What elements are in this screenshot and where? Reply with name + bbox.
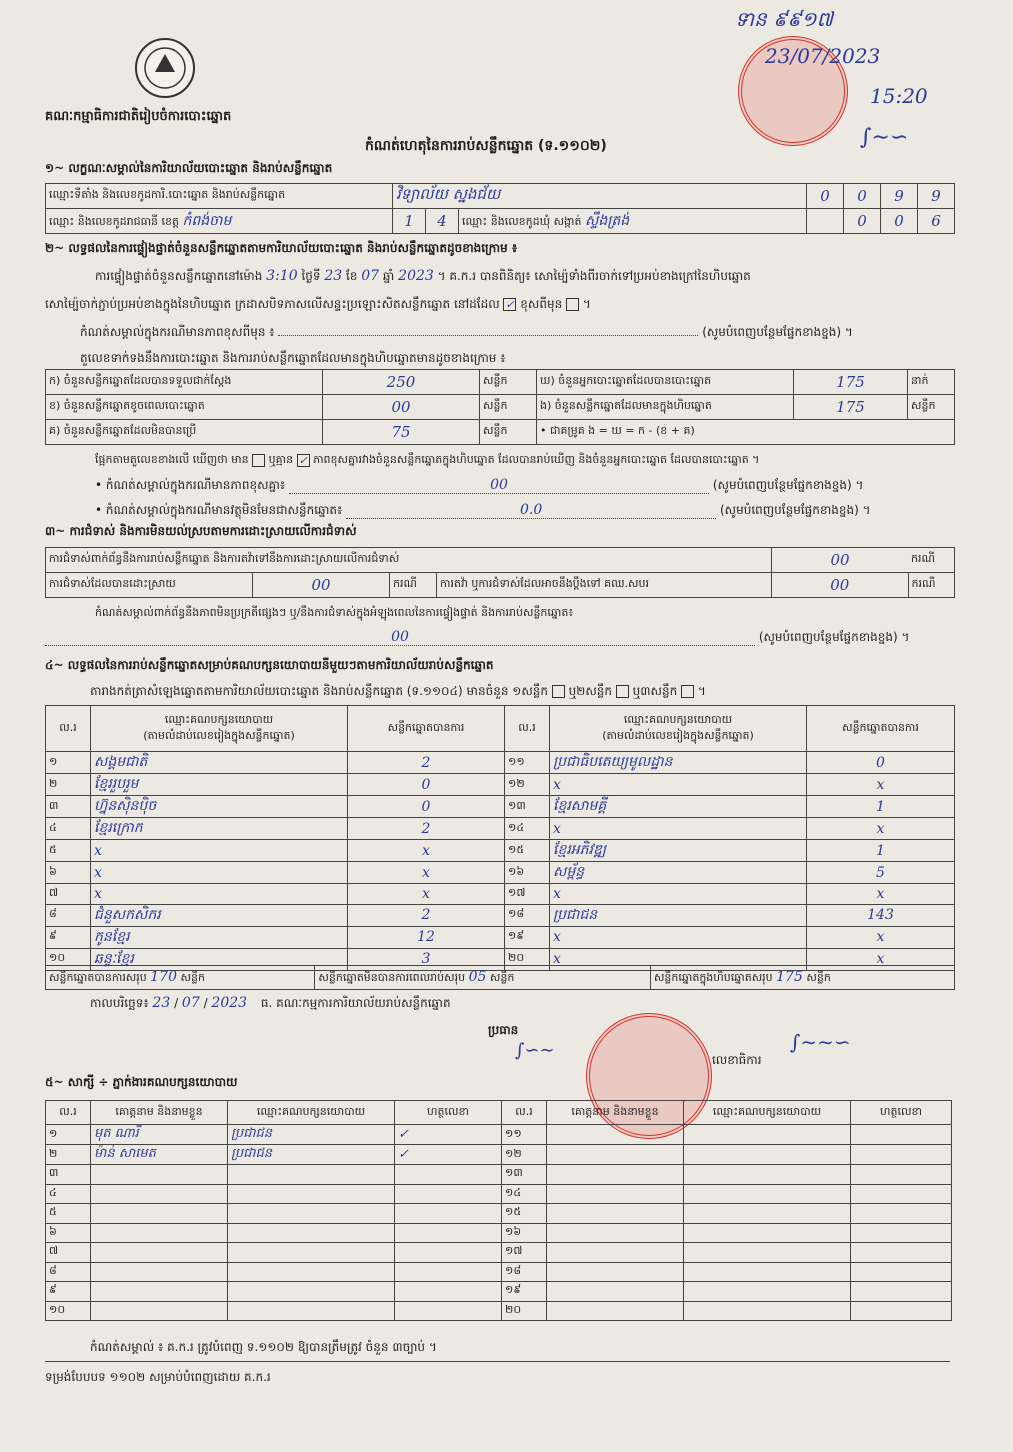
total-valid: សន្លឹកឆ្នោតបានការសរុប 170 សន្លឹក	[46, 966, 315, 990]
section4-intro: តារាងកត់ត្រាសំឡេងឆ្នោតតាមការិយាល័យបោះឆ្នោត និងរាប់សន្លឹកឆ្នោត (ទ.១១០៤) មានចំនួន ១សន្លឹក ឬ២សន្លឹក ឬ៣សន្លឹក ។	[90, 684, 706, 698]
witness-party	[684, 1165, 851, 1185]
witness-party	[228, 1204, 395, 1224]
row2-spacer	[807, 209, 844, 234]
result-no: ១	[46, 752, 91, 774]
section3-note-line: 00 (សូមបំពេញបន្ថែមផ្នែកខាងខ្នង) ។	[45, 629, 950, 647]
row2b-label: ឈ្មោះ និងលេខកូដឃុំ សង្កាត់ ស្ទឹងត្រង់	[459, 209, 807, 234]
objections-table	[45, 547, 955, 598]
footer-note: កំណត់សម្គាល់ ៖ គ.ក.រ ត្រូវបំពេញ ទ.១១០២ ឱ្យបានត្រឹមត្រូវ ចំនួន ៣ច្បាប់ ។	[90, 1340, 437, 1354]
witness-party: ប្រជាជន	[228, 1145, 395, 1165]
witness-name	[91, 1184, 228, 1204]
formula: • ជាគម្រូគ ង = ឃ = ក - (ខ + គ)	[537, 420, 955, 445]
result-party: ខ្មែរក្រោក	[91, 818, 348, 840]
resolved-unit: ករណី	[390, 573, 437, 598]
row-b-value: 00	[323, 395, 480, 420]
witness-party	[228, 1282, 395, 1302]
result-no: ១២	[505, 774, 550, 796]
witness-row	[46, 1204, 952, 1224]
w-col-sign-2: ហត្ថលេខា	[851, 1101, 952, 1125]
witness-row	[46, 1301, 952, 1321]
result-party: ខ្មែរអភិវឌ្ឍ	[550, 840, 807, 862]
row-d-label: ឃ) ចំនួនអ្នកបោះឆ្នោតដែលបានបោះឆ្នោត	[537, 370, 794, 395]
row1-code-0: 0	[807, 184, 844, 209]
appeal-unit: ករណី	[908, 573, 955, 598]
result-party: កូនខ្មែរ	[91, 926, 348, 948]
row1-code-2: 9	[881, 184, 918, 209]
result-votes: 2	[348, 904, 505, 926]
footer-form-ref: ទម្រង់បែបបទ ១១០២ សម្រាប់បំពេញដោយ គ.ក.រ	[45, 1370, 271, 1384]
row2b-code-1: 0	[881, 209, 918, 234]
date-line: កាលបរិច្ឆេទ៖ 23 / 07 / 2023 ធ. គណៈកម្មការការិយាល័យរាប់សន្លឹកឆ្នោត	[90, 995, 451, 1011]
row1-label: ឈ្មោះទីតាំង និងលេខកូដការិ.បោះឆ្នោត និងរាប់សន្លឹកឆ្នោត	[46, 184, 393, 209]
result-votes: x	[348, 840, 505, 862]
witness-no: ១២	[502, 1145, 547, 1165]
witness-party	[228, 1165, 395, 1185]
section4-title: ៤~ លទ្ធផលនៃការរាប់សន្លឹកឆ្នោតសម្រាប់គណបក្សនយោបាយនីមួយៗតាមការិយាល័យរាប់សន្លឹកឆ្នោត	[45, 658, 494, 672]
witness-sign	[851, 1301, 952, 1321]
bullet-1: • កំណត់សម្គាល់ក្នុងករណីមានភាពខុសគ្នា៖ 00 (សូមបំពេញបន្ថែមផ្នែកខាងខ្នង) ។	[95, 477, 864, 493]
emblem-logo	[135, 38, 195, 98]
result-party: x	[550, 774, 807, 796]
appeal-value: 00	[772, 573, 909, 598]
objection-label: ការជំទាស់ពាក់ព័ន្ធនឹងការរាប់សន្លឹកឆ្នោត និងការតវ៉ាទៅនឹងការដោះស្រាយលើការជំទាស់	[46, 548, 772, 573]
row-c-value: 75	[323, 420, 480, 445]
result-row	[46, 926, 955, 948]
result-row	[46, 904, 955, 926]
result-no: ១១	[505, 752, 550, 774]
witness-party	[228, 1184, 395, 1204]
row-a-value: 250	[323, 370, 480, 395]
witness-name	[547, 1282, 684, 1302]
result-party: ប្រជាធិបតេយ្យមូលដ្ឋាន	[550, 752, 807, 774]
witness-party	[684, 1184, 851, 1204]
witness-sign	[851, 1145, 952, 1165]
result-no: ១៥	[505, 840, 550, 862]
witness-sign	[851, 1125, 952, 1145]
result-no: ៦	[46, 862, 91, 884]
witness-sign: ✓	[395, 1125, 502, 1145]
w-col-name-2: គោត្តនាម និងនាមខ្លួន	[547, 1101, 684, 1125]
result-votes: 1	[807, 796, 955, 818]
objection-value: 00	[772, 548, 909, 573]
two-sheet-checkbox[interactable]	[616, 685, 629, 698]
one-sheet-checkbox[interactable]	[552, 685, 565, 698]
row-c-label: គ) ចំនួនសន្លឹកឆ្នោតដែលមិនបានប្រើ	[46, 420, 323, 445]
witness-sign	[851, 1184, 952, 1204]
witness-no: ១៧	[502, 1243, 547, 1263]
result-party: x	[91, 840, 348, 862]
witness-sign	[851, 1204, 952, 1224]
witness-no: ១០	[46, 1301, 91, 1321]
w-col-sign: ហត្ថលេខា	[395, 1101, 502, 1125]
no-diff-checkbox[interactable]: ✓	[298, 453, 308, 467]
result-party: x	[550, 818, 807, 840]
result-party: ខ្មែរសាមគ្គី	[550, 796, 807, 818]
witness-no: ១១	[502, 1125, 547, 1145]
witness-no: ៨	[46, 1262, 91, 1282]
witness-party	[228, 1243, 395, 1263]
witness-name	[91, 1282, 228, 1302]
result-votes: x	[348, 884, 505, 905]
row-b-unit: សន្លឹក	[480, 395, 537, 420]
result-votes: 0	[807, 752, 955, 774]
witness-sign	[851, 1262, 952, 1282]
witness-name	[547, 1125, 684, 1145]
form-title: កំណត់ហេតុនៃការរាប់សន្លឹកឆ្នោត (ទ.១១០២)	[365, 138, 607, 154]
totals-table	[45, 965, 955, 990]
witness-name	[547, 1165, 684, 1185]
witness-sign	[395, 1282, 502, 1302]
row-e-label: ង) ចំនួនសន្លឹកឆ្នោតដែលមានក្នុងហិបឆ្នោត	[537, 395, 794, 420]
intro-line: តួលេខទាក់ទងនឹងការបោះឆ្នោត និងការរាប់សន្លឹកឆ្នោតដែលមានក្នុងហិបឆ្នោតមានដូចខាងក្រោម ៖	[80, 351, 506, 365]
witness-name	[91, 1243, 228, 1263]
result-votes: 2	[348, 818, 505, 840]
note-line: កំណត់សម្គាល់ក្នុងករណីមានភាពខុសពីមុន ៖ (សូមបំពេញបន្ថែមផ្នែកខាងខ្នង) ។	[80, 325, 853, 339]
witness-sign	[395, 1243, 502, 1263]
witness-no: ១៨	[502, 1262, 547, 1282]
witness-party: ប្រជាជន	[228, 1125, 395, 1145]
row2-code-1: 4	[426, 209, 459, 234]
result-no: ១៣	[505, 796, 550, 818]
result-no: ៨	[46, 904, 91, 926]
result-no: ៥	[46, 840, 91, 862]
total-box: សន្លឹកឆ្នោតក្នុងហិបឆ្នោតសរុប 175 សន្លឹក	[650, 966, 954, 990]
witness-sign: ✓	[395, 1145, 502, 1165]
section3-note: កំណត់សម្គាល់ពាក់ព័ន្ធនឹងភាពមិនប្រក្រតីផ្សេងៗ ឬ/នឹងការជំទាស់ក្នុងអំឡុងពេលនៃការផ្ទៀងផ្ទាត់ និងការរាប់សន្លឹកឆ្នោត៖	[95, 606, 574, 619]
resolved-value: 00	[253, 573, 390, 598]
stamp-date: 23/07/2023	[765, 44, 881, 68]
w-col-party-2: ឈ្មោះគណបក្សនយោបាយ	[684, 1101, 851, 1125]
compare-line: ផ្អែកតាមតួលេខខាងលើ ឃើញថា មាន ឬគ្មាន ✓ ភាពខុសគ្នារវាងចំនួនសន្លឹកឆ្នោតក្នុងហិបឆ្នោត ដែលបានរាប់ឃើញ និងចំនួនអ្នកបោះឆ្នោត ដែលបានបោះឆ្នោត ។	[95, 453, 760, 467]
result-votes: x	[807, 926, 955, 948]
different-checkbox[interactable]	[566, 298, 579, 311]
handwritten-number: ទាន ៩៩១៧	[735, 7, 833, 31]
witness-sign	[395, 1184, 502, 1204]
witness-row	[46, 1223, 952, 1243]
witness-name	[547, 1145, 684, 1165]
result-row	[46, 862, 955, 884]
row2b-code-2: 6	[918, 209, 955, 234]
witness-no: ៥	[46, 1204, 91, 1224]
row2-label: ឈ្មោះ និងលេខកូដរាជធានី ខេត្ត កំពង់ចាម	[46, 209, 393, 234]
witness-row	[46, 1184, 952, 1204]
chair-label: ប្រធាន	[488, 1023, 519, 1037]
verify-line-2: សោម្ប៉ៃចាក់ភ្ជាប់ប្រអប់ខាងក្នុងនៃហិបឆ្នោត ក្រដាសបិទភាសលើសន្ទះប្រឡោះសិតសន្លឹកឆ្នោត នៅដដែល ✓ ខុសពីមុន ។	[45, 297, 591, 311]
result-votes: x	[807, 774, 955, 796]
result-party: ហ្វ៊ុនស៊ិនប៉ិច	[91, 796, 348, 818]
row2b-code-0: 0	[844, 209, 881, 234]
col-no-2: ល.រ	[505, 706, 550, 752]
witness-party	[228, 1223, 395, 1243]
result-votes: 1	[807, 840, 955, 862]
result-votes: 3	[348, 948, 505, 970]
section2-title: ២~ លទ្ធផលនៃការផ្ទៀងផ្ទាត់ចំនួនសន្លឹកឆ្នោតតាមការិយាល័យបោះឆ្នោត និងរាប់សន្លឹកឆ្នោតដូចខាងក្រោម ៖	[45, 241, 518, 255]
result-party: សម្ព័ន្ធ	[550, 862, 807, 884]
result-no: ៤	[46, 818, 91, 840]
row1-code-3: 9	[918, 184, 955, 209]
col-votes-2: សន្លឹកឆ្នោតបានការ	[807, 706, 955, 752]
witness-name	[91, 1204, 228, 1224]
witness-name	[547, 1262, 684, 1282]
row-d-unit: នាក់	[908, 370, 955, 395]
total-invalid: សន្លឹកឆ្នោតមិនបានការពេលរាប់សរុប 05 សន្លឹក	[315, 966, 651, 990]
result-votes: 143	[807, 904, 955, 926]
row-d-value: 175	[794, 370, 908, 395]
witness-sign	[395, 1262, 502, 1282]
results-table	[45, 705, 955, 971]
witness-name	[547, 1243, 684, 1263]
result-no: ២០	[505, 948, 550, 970]
result-row	[46, 752, 955, 774]
witness-name	[91, 1223, 228, 1243]
result-no: ១០	[46, 948, 91, 970]
witness-sign	[851, 1223, 952, 1243]
result-party: x	[91, 862, 348, 884]
stamp-signature: ∫∼∽	[860, 125, 909, 150]
witness-name	[547, 1301, 684, 1321]
row-a-unit: សន្លឹក	[480, 370, 537, 395]
w-col-name: គោត្តនាម និងនាមខ្លួន	[91, 1101, 228, 1125]
section1-table	[45, 183, 955, 234]
witness-no: ៤	[46, 1184, 91, 1204]
witness-no: ៩	[46, 1282, 91, 1302]
result-no: ៩	[46, 926, 91, 948]
witness-name	[91, 1262, 228, 1282]
witness-no: ៧	[46, 1243, 91, 1263]
section1-title: ១~ លក្ខណៈសម្គាល់នៃការិយាល័យបោះឆ្នោត និងរាប់សន្លឹកឆ្នោត	[45, 161, 333, 175]
stamp-time: 15:20	[870, 84, 928, 108]
col-party: ឈ្មោះគណបក្សនយោបាយ (តាមលំដាប់លេខរៀងក្នុងសន្លឹកឆ្នោត)	[91, 706, 348, 752]
section5-title: ៥~ សាក្សី ÷ ភ្នាក់ងារគណបក្សនយោបាយ	[45, 1075, 238, 1089]
witness-no: ១៣	[502, 1165, 547, 1185]
row1-code-1: 0	[844, 184, 881, 209]
objection-unit: ករណី	[908, 548, 955, 573]
org-name: គណៈកម្មាធិការជាតិរៀបចំការបោះឆ្នោត	[45, 109, 232, 124]
witness-sign	[851, 1243, 952, 1263]
result-party: x	[91, 884, 348, 905]
result-no: ៧	[46, 884, 91, 905]
row-c-unit: សន្លឹក	[480, 420, 537, 445]
col-no: ល.រ	[46, 706, 91, 752]
witness-no: ៣	[46, 1165, 91, 1185]
witness-sign	[395, 1165, 502, 1185]
result-no: ១៤	[505, 818, 550, 840]
witness-row	[46, 1282, 952, 1302]
has-diff-checkbox[interactable]	[252, 454, 265, 467]
witness-party	[684, 1282, 851, 1302]
result-party: x	[550, 948, 807, 970]
witness-party	[684, 1145, 851, 1165]
w-col-no-2: ល.រ	[502, 1101, 547, 1125]
secretary-signature: ∫∼∼∽	[790, 1030, 851, 1054]
result-votes: 2	[348, 752, 505, 774]
witness-party	[684, 1125, 851, 1145]
w-col-party: ឈ្មោះគណបក្សនយោបាយ	[228, 1101, 395, 1125]
witness-no: ២០	[502, 1301, 547, 1321]
three-sheet-checkbox[interactable]	[681, 685, 694, 698]
footer-divider	[45, 1361, 950, 1362]
result-no: ១៨	[505, 904, 550, 926]
result-votes: x	[807, 818, 955, 840]
result-row	[46, 884, 955, 905]
result-row	[46, 818, 955, 840]
row-e-value: 175	[794, 395, 908, 420]
result-party: សង្គមជាតិ	[91, 752, 348, 774]
w-col-no: ល.រ	[46, 1101, 91, 1125]
witness-name: មុត ណារី	[91, 1125, 228, 1145]
result-party: ជំនួសកសិករ	[91, 904, 348, 926]
result-no: ១៧	[505, 884, 550, 905]
witness-row	[46, 1243, 952, 1263]
witness-row	[46, 1165, 952, 1185]
result-row	[46, 840, 955, 862]
result-no: ២	[46, 774, 91, 796]
section3-title: ៣~ ការជំទាស់ និងការមិនយល់ស្របតាមការដោះស្រាយលើការជំទាស់	[45, 524, 357, 538]
result-party: x	[550, 926, 807, 948]
row-e-unit: សន្លឹក	[908, 395, 955, 420]
col-party-2: ឈ្មោះគណបក្សនយោបាយ (តាមលំដាប់លេខរៀងក្នុងសន្លឹកឆ្នោត)	[550, 706, 807, 752]
result-votes: x	[807, 948, 955, 970]
resolved-label: ការជំទាស់ដែលបានដោះស្រាយ	[46, 573, 253, 598]
witness-sign	[395, 1301, 502, 1321]
result-votes: 0	[348, 796, 505, 818]
result-no: ១៩	[505, 926, 550, 948]
witness-party	[684, 1204, 851, 1224]
witness-sign	[851, 1282, 952, 1302]
witness-party	[684, 1301, 851, 1321]
result-votes: x	[807, 884, 955, 905]
witness-party	[684, 1262, 851, 1282]
same-checkbox[interactable]: ✓	[505, 298, 515, 311]
result-no: ៣	[46, 796, 91, 818]
result-row	[46, 774, 955, 796]
witness-name: ម៉ាន់ សាមេត	[91, 1145, 228, 1165]
witness-no: ១៩	[502, 1282, 547, 1302]
witness-name	[91, 1301, 228, 1321]
secretary-label: លេខាធិការ	[712, 1053, 762, 1067]
counts-table	[45, 369, 955, 445]
witness-no: ១៦	[502, 1223, 547, 1243]
witness-no: ១៥	[502, 1204, 547, 1224]
row-a-label: ក) ចំនួនសន្លឹកឆ្នោតដែលបានទទួលជាក់ស្តែង	[46, 370, 323, 395]
witness-sign	[395, 1204, 502, 1224]
result-row	[46, 796, 955, 818]
row2-code-0: 1	[393, 209, 426, 234]
witness-name	[547, 1223, 684, 1243]
witness-party	[228, 1262, 395, 1282]
witness-no: ២	[46, 1145, 91, 1165]
verify-line-1: ការផ្ទៀងផ្ទាត់ចំនួនសន្លឹកឆ្នោតនៅម៉ោង 3:10 ថ្ងៃទី 23 ខែ 07 ឆ្នាំ 2023 ។ គ.ក.រ បានពិនិត្យ៖ សោម្ប៉ៃទាំងពីរចាក់ទៅប្រអប់ខាងក្រៅនៃហិបឆ្នោត	[95, 268, 751, 284]
witness-name	[91, 1165, 228, 1185]
result-votes: 0	[348, 774, 505, 796]
witness-sign	[851, 1165, 952, 1185]
witness-table	[45, 1100, 952, 1321]
witness-row	[46, 1262, 952, 1282]
witness-party	[684, 1223, 851, 1243]
witness-party	[684, 1243, 851, 1263]
witness-no: ៦	[46, 1223, 91, 1243]
result-votes: 12	[348, 926, 505, 948]
result-votes: x	[348, 862, 505, 884]
witness-row	[46, 1145, 952, 1165]
witness-name	[547, 1184, 684, 1204]
result-votes: 5	[807, 862, 955, 884]
appeal-label: ការតវ៉ា ឬការជំទាស់ដែលអាចនឹងប្តឹងទៅ គឈ.សបរ	[437, 573, 772, 598]
chair-signature: ∫∽∼	[515, 1040, 555, 1061]
result-party: x	[550, 884, 807, 905]
witness-name	[547, 1204, 684, 1224]
bullet-2: • កំណត់សម្គាល់ក្នុងករណីមានវត្ថុមិនមែនជាសន្លឹកឆ្នោត៖ 0.0 (សូមបំពេញបន្ថែមផ្នែកខាងខ្នង) ។	[95, 502, 871, 518]
row-b-label: ខ) ចំនួនសន្លឹកឆ្នោតខូចពេលបោះឆ្នោត	[46, 395, 323, 420]
result-party: ខ្មែររួបរួម	[91, 774, 348, 796]
witness-row	[46, 1125, 952, 1145]
witness-no: ១	[46, 1125, 91, 1145]
col-votes: សន្លឹកឆ្នោតបានការ	[348, 706, 505, 752]
result-party: ឆន្ទៈខ្មែរ	[91, 948, 348, 970]
result-party: ប្រជាជន	[550, 904, 807, 926]
witness-party	[228, 1301, 395, 1321]
witness-no: ១៤	[502, 1184, 547, 1204]
result-no: ១៦	[505, 862, 550, 884]
row1-value: វិទ្យាល័យ ស្នងជ័យ	[393, 184, 807, 209]
witness-sign	[395, 1223, 502, 1243]
